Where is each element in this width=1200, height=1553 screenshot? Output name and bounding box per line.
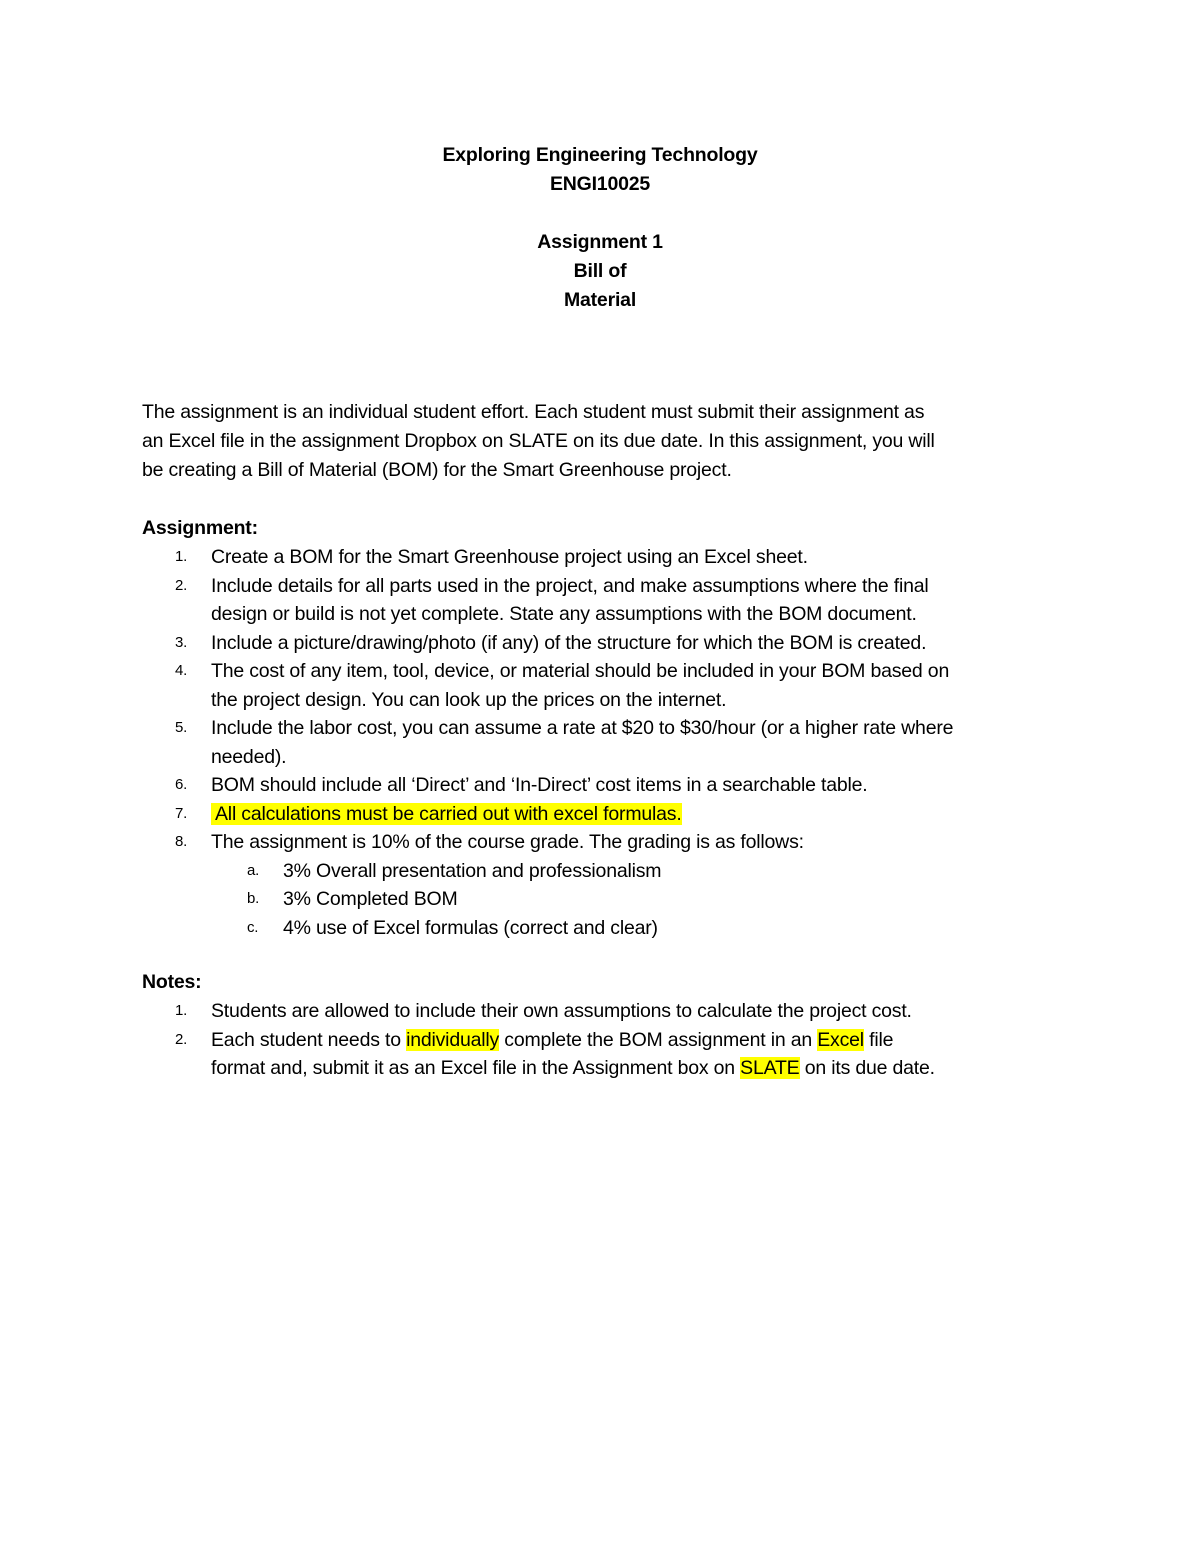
grading-sublist: [142, 857, 1082, 943]
text-run: format and, submit it as an Excel file in the Assignment box on: [211, 1057, 741, 1079]
list-item-text: The cost of any item, tool, device, or material should be included in your BOM based on: [211, 660, 950, 682]
highlighted-text: Excel: [817, 1028, 864, 1051]
title-block: [0, 141, 1200, 315]
list-number: 4.: [175, 662, 188, 679]
list-item-text: needed).: [211, 745, 287, 768]
highlighted-text: SLATE: [740, 1057, 800, 1079]
document-title: Exploring Engineering Technology: [442, 144, 758, 166]
notes-heading: Notes:: [142, 971, 202, 993]
list-number: 3.: [175, 633, 188, 651]
list-item: [142, 572, 1082, 629]
list-item-text: Include details for all parts used in the project, and make assumptions where the final: [211, 574, 929, 597]
assignment-list: [142, 543, 1082, 942]
assignment-number: Assignment 1: [537, 231, 663, 253]
intro-line: be creating a Bill of Material (BOM) for the Smart Greenhouse project.: [142, 459, 732, 481]
list-item: [142, 543, 1082, 572]
list-item-text: [211, 1054, 1082, 1083]
list-number: 6.: [175, 776, 188, 793]
assignment-topic-line-1: Bill of: [573, 260, 627, 282]
list-number: 8.: [175, 833, 188, 850]
list-item: [142, 771, 1082, 800]
list-item-text: Include the labor cost, you can assume a rate at $20 to $30/hour (or a higher rate where: [211, 717, 954, 739]
list-item-text: BOM should include all ‘Direct’ and ‘In-Direct’ cost items in a searchable table.: [211, 774, 868, 796]
sublist-item: [142, 857, 1082, 886]
notes-list: [142, 997, 1082, 1083]
list-item: [142, 1026, 1082, 1083]
sublist-item-text: 4% use of Excel formulas (correct and clear): [283, 916, 658, 939]
list-number: 2.: [175, 576, 188, 594]
sublist-letter: c.: [247, 918, 259, 936]
sublist-item-text: 3% Completed BOM: [283, 888, 458, 910]
list-item-text: design or build is not yet complete. State any assumptions with the BOM document.: [211, 603, 917, 625]
list-item: [142, 714, 1082, 771]
highlighted-text: All calculations must be carried out with excel formulas.: [211, 803, 682, 825]
course-code: ENGI10025: [549, 173, 651, 195]
text-run: Each student needs to: [211, 1028, 407, 1051]
list-number: 7.: [175, 804, 188, 822]
list-item-text: [211, 800, 1082, 829]
intro-paragraph: [142, 398, 1082, 485]
list-item: [142, 828, 1082, 942]
text-run: on its due date.: [799, 1057, 935, 1079]
intro-line: an Excel file in the assignment Dropbox on SLATE on its due date. In this assignment, you will: [142, 430, 935, 452]
title-spacer: [0, 199, 1200, 228]
text-run: complete the BOM assignment in an: [499, 1028, 818, 1051]
list-item-text: The assignment is 10% of the course grade. The grading is as follows:: [211, 831, 804, 853]
list-item-text: Students are allowed to include their own assumptions to calculate the project cost.: [211, 1000, 912, 1022]
sublist-letter: a.: [247, 861, 260, 879]
assignment-heading: Assignment:: [142, 517, 258, 539]
list-number: 5.: [175, 719, 188, 736]
list-item-text: the project design. You can look up the prices on the internet.: [211, 688, 727, 711]
list-item: [142, 629, 1082, 658]
sublist-item: [142, 885, 1082, 914]
text-run: file: [863, 1028, 894, 1051]
list-item: [142, 997, 1082, 1026]
list-item-text: [211, 1026, 1082, 1055]
sublist-letter: b.: [247, 890, 260, 907]
intro-line: The assignment is an individual student effort. Each student must submit their assignment as: [142, 401, 925, 423]
list-item-text: Include a picture/drawing/photo (if any) of the structure for which the BOM is created.: [211, 631, 927, 654]
list-number: 1.: [175, 1002, 188, 1019]
assignment-topic-line-2: Material: [563, 289, 637, 311]
list-item-text: Create a BOM for the Smart Greenhouse project using an Excel sheet.: [211, 546, 808, 568]
list-item-highlighted: [142, 800, 1082, 829]
sublist-item-text: 3% Overall presentation and professionalism: [283, 859, 662, 882]
list-item: [142, 657, 1082, 714]
list-number: 2.: [175, 1030, 188, 1048]
sublist-item: [142, 914, 1082, 943]
highlighted-text: individually: [406, 1028, 500, 1051]
list-number: 1.: [175, 548, 188, 565]
